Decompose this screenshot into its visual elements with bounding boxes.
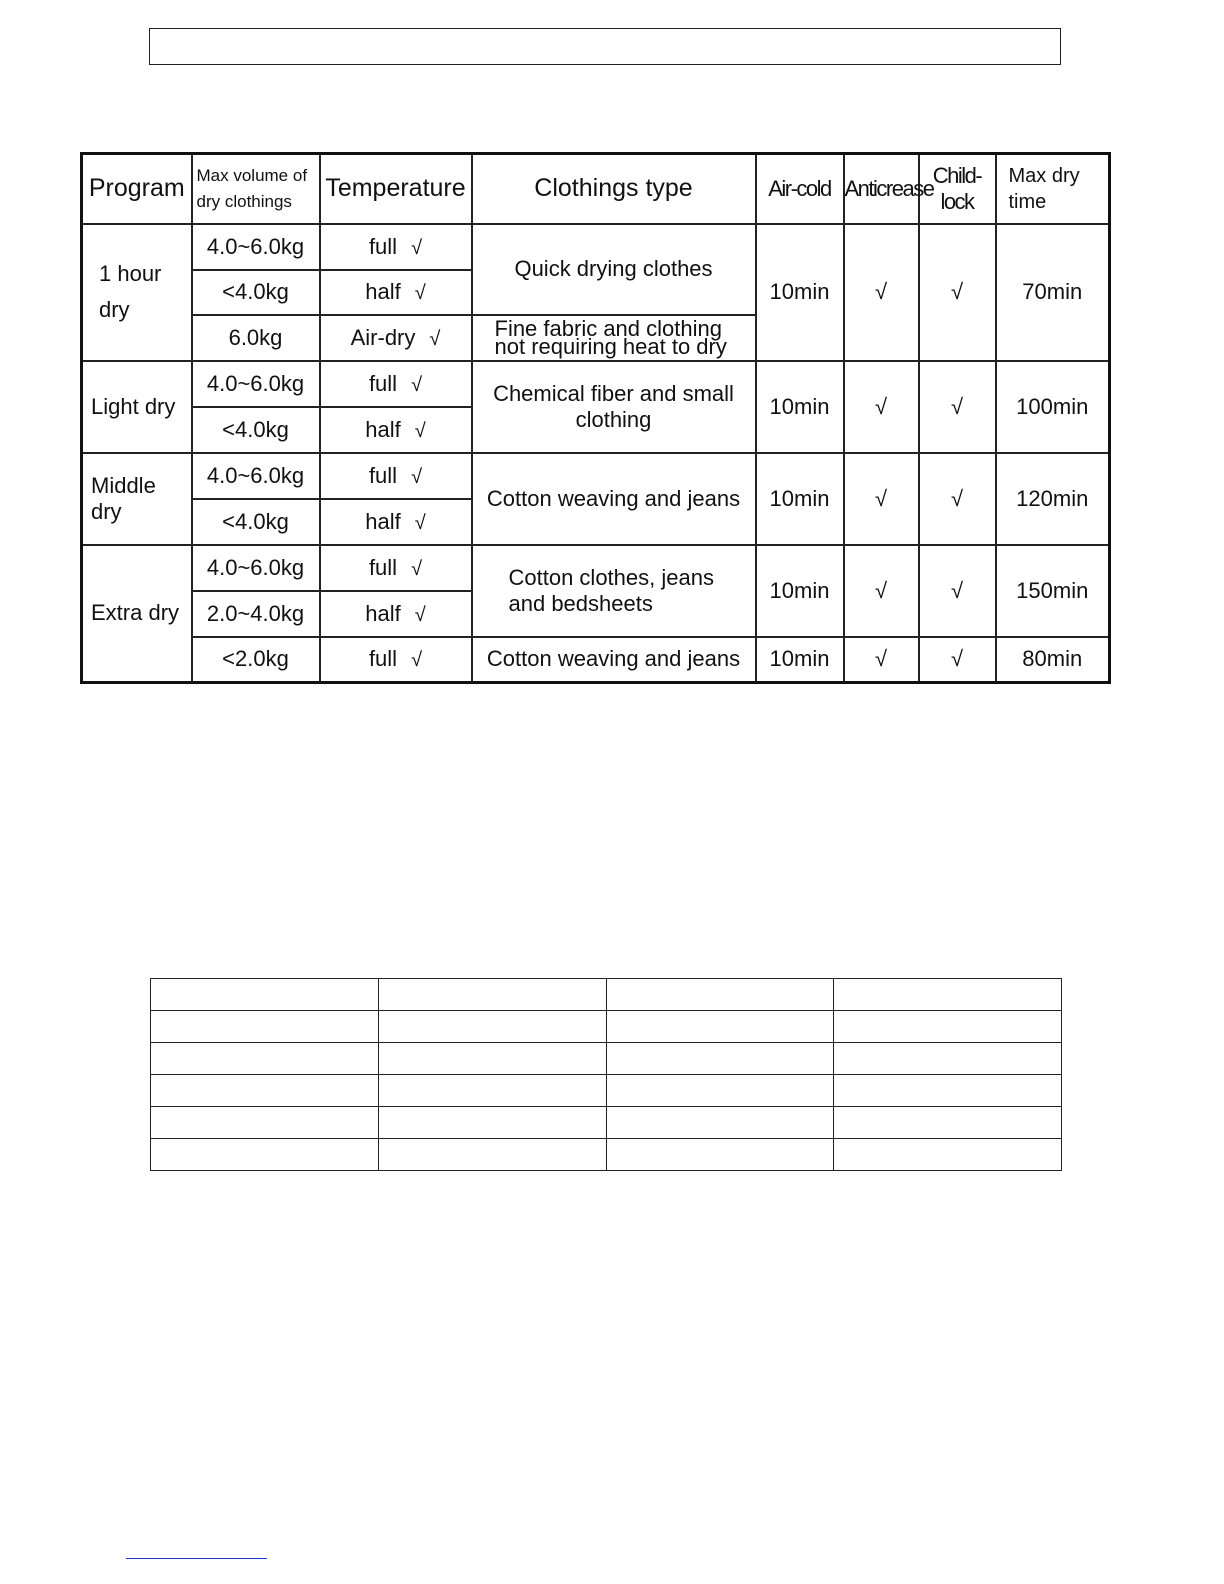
child-lock-check-icon: √ — [919, 453, 996, 545]
table-row — [151, 979, 1062, 1011]
table-row — [82, 361, 1110, 407]
temperature-cell — [320, 224, 472, 270]
table-row — [82, 453, 1110, 499]
volume-cell: 6.0kg — [192, 315, 320, 361]
program-name: Extra dry — [82, 545, 192, 683]
temperature-label: full — [368, 462, 398, 488]
check-icon: √ — [411, 236, 423, 259]
blank-cell — [606, 979, 834, 1011]
temperature-label: half — [365, 279, 401, 304]
blank-cell — [834, 1107, 1062, 1139]
clothings-type-cell: Quick drying clothes — [472, 224, 756, 315]
blank-cell — [378, 1075, 606, 1107]
blank-cell — [606, 1107, 834, 1139]
clothings-type-cell: Fine fabric and clothing not requiring heat to dry — [472, 315, 756, 361]
header-anticrease: Anticrease — [844, 154, 919, 224]
air-cold-cell: 10min — [756, 453, 844, 545]
air-cold-cell: 10min — [756, 224, 844, 361]
temperature-cell — [320, 453, 472, 499]
blank-cell — [151, 1107, 379, 1139]
volume-cell: 2.0~4.0kg — [192, 591, 320, 637]
volume-cell: 4.0~6.0kg — [192, 545, 320, 591]
header-child-lock: Child-lock — [919, 154, 996, 224]
program-name: Middle dry — [82, 453, 192, 545]
temperature-label: half — [365, 600, 401, 626]
table-row — [151, 1075, 1062, 1107]
air-cold-cell: 10min — [756, 361, 844, 453]
max-dry-time-cell: 80min — [996, 637, 1110, 683]
temperature-cell — [320, 315, 472, 361]
max-dry-time-cell: 100min — [996, 361, 1110, 453]
volume-cell: 4.0~6.0kg — [192, 361, 320, 407]
check-icon: √ — [414, 511, 426, 534]
temperature-label: full — [368, 233, 398, 259]
check-icon: √ — [411, 373, 423, 396]
header-program: Program — [82, 154, 192, 224]
blank-cell — [834, 1011, 1062, 1043]
blank-cell — [834, 979, 1062, 1011]
blank-cell — [606, 1011, 834, 1043]
volume-cell: <4.0kg — [192, 499, 320, 545]
temperature-label: full — [368, 646, 398, 672]
blank-cell — [151, 1139, 379, 1171]
temperature-cell — [320, 407, 472, 453]
check-icon: √ — [411, 557, 423, 580]
table-row — [82, 545, 1110, 591]
blank-grid-table — [150, 978, 1062, 1171]
header-air-cold: Air-cold — [756, 154, 844, 224]
table-row — [82, 637, 1110, 683]
volume-cell: <4.0kg — [192, 270, 320, 315]
header-temperature: Temperature — [320, 154, 472, 224]
table-row — [82, 224, 1110, 270]
clothings-type-cell: Chemical fiber and small clothing — [472, 361, 756, 453]
table-row — [151, 1043, 1062, 1075]
max-dry-time-cell: 120min — [996, 453, 1110, 545]
temperature-label: half — [365, 416, 401, 442]
blank-cell — [378, 1139, 606, 1171]
temperature-label: full — [368, 554, 398, 580]
blank-cell — [378, 1011, 606, 1043]
volume-cell: <4.0kg — [192, 407, 320, 453]
blank-cell — [151, 1043, 379, 1075]
check-icon: √ — [414, 603, 426, 626]
top-blank-box — [149, 28, 1061, 65]
max-dry-time-cell: 150min — [996, 545, 1110, 637]
check-icon: √ — [429, 327, 441, 350]
volume-cell: 4.0~6.0kg — [192, 224, 320, 270]
anticrease-check-icon: √ — [844, 361, 919, 453]
blank-cell — [834, 1075, 1062, 1107]
anticrease-check-icon: √ — [844, 453, 919, 545]
clothings-type-cell: Cotton weaving and jeans — [472, 637, 756, 683]
table-row — [151, 1011, 1062, 1043]
header-clothings-type: Clothings type — [472, 154, 756, 224]
clothings-type-cell: Cotton weaving and jeans — [472, 453, 756, 545]
check-icon: √ — [414, 282, 426, 304]
temperature-label: half — [365, 508, 401, 534]
temperature-cell — [320, 591, 472, 637]
anticrease-check-icon: √ — [844, 545, 919, 637]
clothings-type-cell: Cotton clothes, jeans and bedsheets — [472, 545, 756, 637]
blank-cell — [378, 979, 606, 1011]
drying-program-table — [80, 152, 1111, 684]
temperature-label: full — [368, 370, 398, 396]
header-max-volume: Max volume of dry clothings — [192, 154, 320, 224]
child-lock-check-icon: √ — [919, 545, 996, 637]
temperature-cell — [320, 270, 472, 315]
table-row — [151, 1107, 1062, 1139]
air-cold-cell: 10min — [756, 545, 844, 637]
table-row — [151, 1139, 1062, 1171]
child-lock-check-icon: √ — [919, 224, 996, 361]
blank-cell — [834, 1043, 1062, 1075]
program-name: Light dry — [82, 361, 192, 453]
temperature-cell — [320, 545, 472, 591]
blank-cell — [378, 1107, 606, 1139]
volume-cell: 4.0~6.0kg — [192, 453, 320, 499]
max-dry-time-cell: 70min — [996, 224, 1110, 361]
temperature-label: Air-dry — [350, 324, 416, 350]
child-lock-check-icon: √ — [919, 361, 996, 453]
anticrease-check-icon: √ — [844, 637, 919, 683]
program-name: 1 hour dry — [82, 224, 192, 361]
blank-cell — [834, 1139, 1062, 1171]
check-icon: √ — [411, 649, 423, 672]
blank-cell — [151, 1011, 379, 1043]
blank-cell — [606, 1139, 834, 1171]
blank-cell — [606, 1075, 834, 1107]
header-max-dry-time: Max dry time — [996, 154, 1110, 224]
volume-cell: <2.0kg — [192, 637, 320, 683]
blank-cell — [151, 979, 379, 1011]
temperature-cell — [320, 637, 472, 683]
temperature-cell — [320, 361, 472, 407]
check-icon: √ — [414, 419, 426, 442]
anticrease-check-icon: √ — [844, 224, 919, 361]
blank-cell — [378, 1043, 606, 1075]
air-cold-cell: 10min — [756, 637, 844, 683]
blank-cell — [151, 1075, 379, 1107]
check-icon: √ — [411, 465, 423, 488]
blank-cell — [606, 1043, 834, 1075]
header-row — [82, 154, 1110, 224]
temperature-cell — [320, 499, 472, 545]
footer-rule — [126, 1558, 267, 1559]
child-lock-check-icon: √ — [919, 637, 996, 683]
